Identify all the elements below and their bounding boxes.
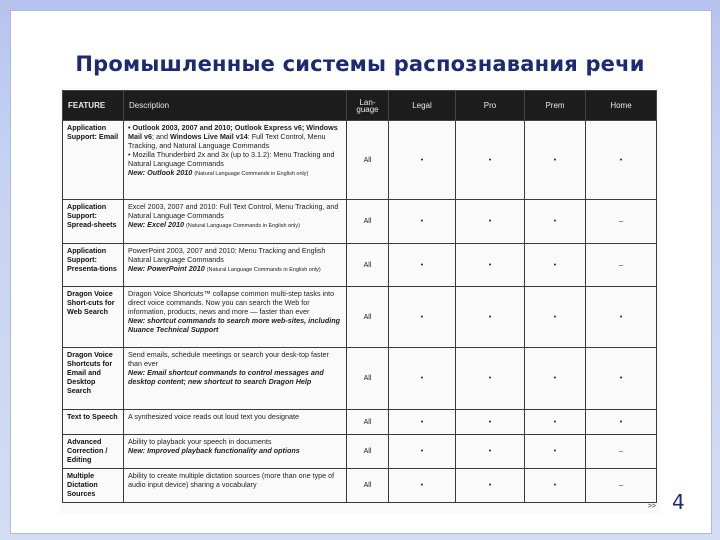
edition-support-cell: • <box>586 121 657 200</box>
column-header: Lan- guage <box>347 91 389 121</box>
description-text: PowerPoint 2003, 2007 and 2010: Menu Tracking and English Natural Language Commands <box>128 246 326 264</box>
table-row <box>63 348 657 410</box>
new-feature-note: New: Improved playback functionality and options <box>128 446 300 455</box>
scanned-feature-table <box>60 88 660 514</box>
language-cell: All <box>347 244 389 287</box>
edition-support-cell: • <box>456 469 525 503</box>
description-cell <box>124 244 347 287</box>
edition-support-cell: – <box>586 435 657 469</box>
feature-cell: Dragon Voice Short-cuts for Web Search <box>63 287 124 348</box>
edition-support-cell: • <box>389 410 456 435</box>
new-feature-note: New: Email shortcut commands to control messages and desktop content; new shortcut to search Dragon Help <box>128 368 324 386</box>
edition-support-cell: • <box>389 469 456 503</box>
language-cell: All <box>347 410 389 435</box>
slide-title: Промышленные системы распознавания речи <box>75 52 645 76</box>
edition-support-cell: • <box>389 121 456 200</box>
new-feature-note: New: Excel 2010 <box>128 220 186 229</box>
description-text: ; and <box>151 132 170 141</box>
edition-support-cell: • <box>456 287 525 348</box>
edition-support-cell: – <box>586 200 657 244</box>
feature-cell: Dragon Voice Shortcuts for Email and Desktop Search <box>63 348 124 410</box>
feature-cell: Advanced Correction / Editing <box>63 435 124 469</box>
edition-support-cell: • <box>525 435 586 469</box>
column-header: Description <box>124 91 347 121</box>
feature-cell: Application Support: Presenta-tions <box>63 244 124 287</box>
edition-support-cell: • <box>456 200 525 244</box>
description-text: • Outlook 2003, 2007 and 2010; Outlook Express v6; <box>128 123 307 132</box>
edition-support-cell: • <box>525 348 586 410</box>
description-cell <box>124 469 347 503</box>
table-header-row <box>63 91 657 121</box>
description-text: A synthesized voice reads out loud text you designate <box>128 412 300 421</box>
new-feature-note: New: Outlook 2010 <box>128 168 195 177</box>
table-row <box>63 287 657 348</box>
edition-support-cell: • <box>389 435 456 469</box>
language-cell: All <box>347 121 389 200</box>
edition-support-cell: • <box>586 410 657 435</box>
new-feature-note: New: PowerPoint 2010 <box>128 264 207 273</box>
feature-cell: Application Support: Email <box>63 121 124 200</box>
edition-support-cell: • <box>586 287 657 348</box>
edition-support-cell: • <box>525 469 586 503</box>
description-cell <box>124 410 347 435</box>
edition-support-cell: • <box>525 121 586 200</box>
language-cell: All <box>347 435 389 469</box>
edition-support-cell: • <box>525 244 586 287</box>
edition-support-cell: • <box>525 200 586 244</box>
description-cell <box>124 287 347 348</box>
feature-cell: Application Support: Spread-sheets <box>63 200 124 244</box>
edition-support-cell: • <box>456 410 525 435</box>
column-header: Pro <box>456 91 525 121</box>
language-cell: All <box>347 348 389 410</box>
description-text: Windows Live Mail v14 <box>169 132 248 141</box>
language-cell: All <box>347 469 389 503</box>
edition-support-cell: – <box>586 244 657 287</box>
column-header: Prem <box>525 91 586 121</box>
edition-support-cell: • <box>389 244 456 287</box>
edition-support-cell: • <box>456 435 525 469</box>
description-text: : Full Text Control, Menu Tracking, and Natural Language Commands <box>128 132 326 150</box>
edition-support-cell: • <box>525 410 586 435</box>
description-text: Dragon Voice Shortcuts™ collapse common multi-step tasks into direct voice commands. Now you can search the Web for information, products, news and more — faster than ever <box>128 289 335 316</box>
edition-support-cell: – <box>586 469 657 503</box>
feature-cell: Text to Speech <box>63 410 124 435</box>
edition-support-cell: • <box>389 287 456 348</box>
description-text: Send emails, schedule meetings or search your desk-top faster than ever <box>128 350 329 368</box>
column-header: FEATURE <box>63 91 124 121</box>
table-row <box>63 200 657 244</box>
edition-support-cell: • <box>525 287 586 348</box>
description-text: Windows Mail v6 <box>128 123 338 141</box>
description-text: (Natural Language Commands in English only) <box>194 171 309 177</box>
description-cell <box>124 200 347 244</box>
new-feature-note: New: shortcut commands to search more web-sites, including Nuance Technical Support <box>128 316 341 334</box>
edition-support-cell: • <box>389 200 456 244</box>
more-marker: >> <box>647 503 656 510</box>
description-text: Ability to create multiple dictation sources (more than one type of audio input device) sharing a vocabulary <box>128 471 335 489</box>
edition-support-cell: • <box>456 348 525 410</box>
edition-support-cell: • <box>586 348 657 410</box>
page-number: 4 <box>672 490 685 514</box>
description-text: • Mozilla Thunderbird 2x and 3x (up to 3.1.2): Menu Tracking and Natural Language Commands <box>128 150 335 168</box>
language-cell: All <box>347 200 389 244</box>
description-cell <box>124 435 347 469</box>
description-text: (Natural Language Commands in English only) <box>206 267 321 273</box>
edition-support-cell: • <box>456 121 525 200</box>
column-header: Home <box>586 91 657 121</box>
table-row <box>63 410 657 435</box>
edition-support-cell: • <box>389 348 456 410</box>
table-row <box>63 469 657 503</box>
description-text: Excel 2003, 2007 and 2010: Full Text Control, Menu Tracking, and Natural Language Commands <box>128 202 339 220</box>
language-cell: All <box>347 287 389 348</box>
description-cell <box>124 348 347 410</box>
description-text: Ability to playback your speech in documents <box>128 437 272 446</box>
description-cell <box>124 121 347 200</box>
column-header: Legal <box>389 91 456 121</box>
table-row <box>63 435 657 469</box>
table-row <box>63 244 657 287</box>
feature-comparison-table <box>62 90 657 503</box>
edition-support-cell: • <box>456 244 525 287</box>
feature-cell: Multiple Dictation Sources <box>63 469 124 503</box>
table-row <box>63 121 657 200</box>
description-text: (Natural Language Commands in English only) <box>185 223 300 229</box>
